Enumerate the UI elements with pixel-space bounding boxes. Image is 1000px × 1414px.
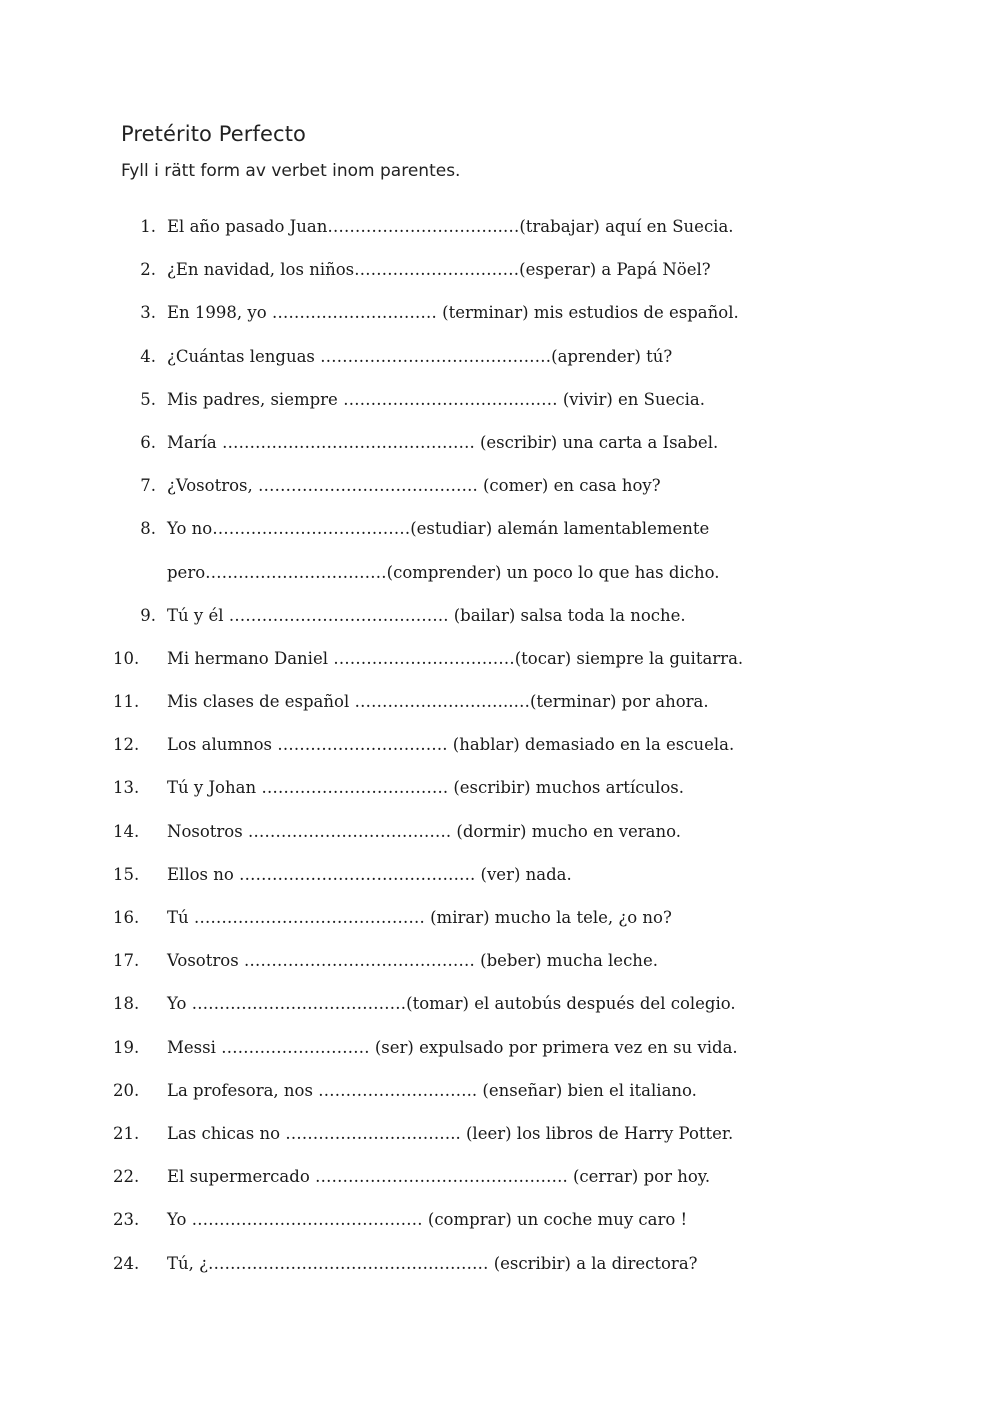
exercise-number: 12.	[113, 735, 140, 755]
exercise-number: 5.	[140, 389, 156, 409]
exercise-line	[0, 730, 1000, 773]
exercise-line	[0, 558, 1000, 601]
exercise-sentence: Yo …………………………………(tomar) el autobús después del colegio.	[167, 994, 736, 1014]
exercise-line	[0, 773, 1000, 816]
exercise-number: 10.	[113, 648, 140, 668]
exercise-number: 24.	[113, 1253, 140, 1273]
exercise-number: 15.	[113, 864, 140, 884]
worksheet-title: Pretérito Perfecto	[121, 122, 306, 146]
exercise-number: 11.	[113, 692, 140, 712]
exercise-line	[0, 1205, 1000, 1248]
exercise-line	[0, 428, 1000, 471]
exercise-number: 14.	[113, 821, 140, 841]
exercise-line	[0, 644, 1000, 687]
exercise-line	[0, 817, 1000, 860]
exercise-number: 8.	[140, 519, 156, 539]
exercise-number: 17.	[113, 951, 140, 971]
exercise-sentence: Tú y él …………………………………. (bailar) salsa toda la noche.	[167, 605, 686, 625]
exercise-sentence: ¿Vosotros, …………………………………. (comer) en casa hoy?	[167, 476, 661, 496]
exercise-number: 3.	[140, 303, 156, 323]
exercise-line	[0, 1119, 1000, 1162]
exercise-sentence: pero……………………………(comprender) un poco lo que has dicho.	[167, 562, 720, 582]
exercise-sentence: Mis padres, siempre ………………………………… (vivir) en Suecia.	[167, 389, 705, 409]
exercise-line	[0, 1033, 1000, 1076]
exercise-sentence: ¿En navidad, los niños…………………………(esperar) a Papá Nöel?	[167, 260, 711, 280]
exercise-line	[0, 903, 1000, 946]
exercise-number: 16.	[113, 908, 140, 927]
exercise-number: 9.	[140, 605, 156, 625]
exercise-sentence: La profesora, nos ……………………….. (enseñar) bien el italiano.	[167, 1080, 697, 1100]
exercise-line	[0, 601, 1000, 644]
exercise-number: 1.	[140, 217, 156, 236]
exercise-number: 21.	[113, 1123, 140, 1143]
exercise-number: 18.	[113, 994, 140, 1014]
exercise-sentence: ¿Cuántas lenguas ……………………………………(aprender) tú?	[167, 346, 673, 366]
exercise-number: 23.	[113, 1210, 140, 1230]
exercise-line	[0, 298, 1000, 341]
exercise-number: 7.	[140, 476, 156, 496]
exercise-number: 4.	[140, 346, 156, 366]
exercise-list	[0, 212, 1000, 1292]
exercise-sentence: Las chicas no ………………………….. (leer) los libros de Harry Potter.	[167, 1123, 734, 1143]
exercise-sentence: Tú, ¿…………………………………………… (escribir) a la directora?	[167, 1253, 698, 1273]
exercise-line	[0, 989, 1000, 1032]
exercise-line	[0, 1249, 1000, 1292]
exercise-sentence: Mi hermano Daniel ……………………………(tocar) siempre la guitarra.	[167, 648, 744, 668]
exercise-sentence: El año pasado Juan…………………………..…(trabajar) aquí en Suecia.	[167, 217, 734, 236]
exercise-line	[0, 1076, 1000, 1119]
exercise-sentence: Vosotros …………………………………… (beber) mucha leche.	[167, 951, 658, 971]
exercise-sentence: El supermercado ………………………………………. (cerrar) por hoy.	[167, 1167, 711, 1187]
exercise-sentence: Nosotros ………………………………. (dormir) mucho en verano.	[167, 821, 682, 841]
exercise-number: 22.	[113, 1167, 140, 1187]
exercise-line	[0, 860, 1000, 903]
exercise-sentence: En 1998, yo ………………………… (terminar) mis estudios de español.	[167, 303, 739, 323]
exercise-sentence: Ellos no ……………………………………. (ver) nada.	[167, 864, 572, 884]
exercise-sentence: Yo …………………………………… (comprar) un coche muy caro !	[167, 1210, 688, 1230]
exercise-sentence: María ………………………………………. (escribir) una carta a Isabel.	[167, 432, 719, 452]
worksheet-instructions: Fyll i rätt form av verbet inom parentes.	[121, 161, 461, 181]
exercise-line	[0, 687, 1000, 730]
exercise-number: 20.	[113, 1080, 140, 1100]
exercise-sentence: Tú y Johan ……………………………. (escribir) muchos artículos.	[167, 778, 685, 798]
exercise-line	[0, 385, 1000, 428]
exercise-line	[0, 212, 1000, 255]
exercise-line	[0, 946, 1000, 989]
exercise-sentence: Messi ……………………… (ser) expulsado por primera vez en su vida.	[167, 1037, 738, 1057]
exercise-line	[0, 1162, 1000, 1205]
exercise-sentence: Yo no………………………………(estudiar) alemán lamentablemente	[167, 519, 710, 539]
exercise-sentence: Mis clases de español ………………………..…(terminar) por ahora.	[167, 692, 709, 712]
exercise-sentence: Tú …………………………………… (mirar) mucho la tele, ¿o no?	[167, 908, 672, 927]
exercise-number: 6.	[140, 432, 156, 452]
exercise-number: 19.	[113, 1037, 140, 1057]
exercise-number: 13.	[113, 778, 140, 798]
exercise-line	[0, 255, 1000, 298]
exercise-line	[0, 342, 1000, 385]
exercise-line	[0, 514, 1000, 557]
exercise-line	[0, 471, 1000, 514]
exercise-number: 2.	[140, 260, 156, 280]
exercise-sentence: Los alumnos …………………………. (hablar) demasiado en la escuela.	[167, 735, 735, 755]
